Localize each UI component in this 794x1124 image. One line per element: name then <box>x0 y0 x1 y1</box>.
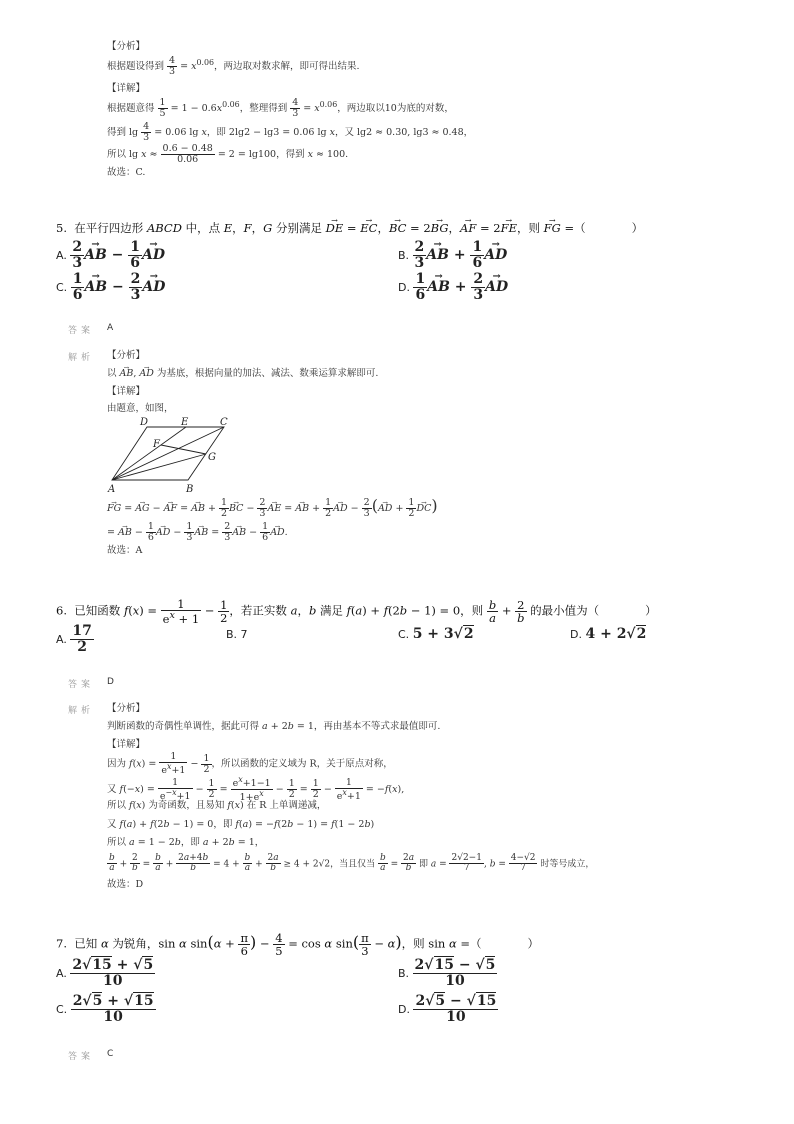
q6-line5: 所以 a = 1 − 2b，即 a + 2b = 1， <box>107 837 265 848</box>
q6-answer-label: 答案 <box>68 680 95 690</box>
q6-answer-value: D <box>107 677 114 687</box>
q6-explain-label: 解析 <box>68 706 95 716</box>
q5-answer-value: A <box>107 323 114 333</box>
q6-option-d: D. 4 + 2√2 <box>570 626 647 642</box>
q6-option-b: B. 7 <box>226 628 248 641</box>
q6-line4: 又 f(a) + f(2b − 1) = 0，即 f(a) = −f(2b − 1) = f(1 − 2b) <box>107 819 375 830</box>
label-e: E <box>181 417 189 428</box>
q4-analysis-text: 根据题设得到 $\frac{4}{3}$ = $x^{0.06}$，两边取对数求解，即可得出结果. <box>107 55 360 78</box>
q6-line3: 所以 f(x) 为奇函数，且易知 f(x) 在 R 上单调递减， <box>107 800 327 811</box>
q4-detail-line1: 根据题意得 $\frac{1}{5}$ = $1 - 0.6x^{0.06}$，整理得到 $\frac{4}{3}$ = $x^{0.06}$，两边取以10为底的对数， <box>107 97 454 120</box>
q5-choice: 故选：A <box>107 545 143 556</box>
q5-option-a: A. $\frac{2}{3}$ → AB − $\frac{1}{6}$ → AD <box>56 240 165 270</box>
q5-stem: 5. 在平行四边形 ABCD 中，点 E，F，G 分别满足 → DE = → EC，→ BC = 2→ BG，→ AF = 2→ FE，则 → FG =（ ） <box>56 220 643 236</box>
label-f: F <box>153 439 160 450</box>
q7-answer-value: C <box>107 1049 114 1059</box>
q6-line2: 又 f(−x) = $\frac{1}{e^{-x}+1}$ − $\frac{1}{2}$ = $\frac{e^x+1-1}{1+e^x}$ − $\frac{1}{2}$ = $\frac{1}{2}$ − $\frac{1}{e^x+1}$ = −f(x), <box>107 775 405 804</box>
segment-ae <box>112 427 186 480</box>
q6-line1: 因为 f(x) = $\frac{1}{e^x+1}$ − $\frac{1}{2}$ ，所以函数的定义域为 R，关于原点对称， <box>107 751 393 777</box>
q7-option-d: D. $\frac{2√5 - √15}{10}$ <box>398 993 497 1025</box>
q6-analysis-tag: 【分析】 <box>107 703 146 714</box>
q7-option-b: B. $\frac{2√15 - √5}{10}$ <box>398 957 496 989</box>
q7-stem: 7. 已知 α 为锐角，sin α sin(α + $\frac{\pi}{6}$ ) − $\frac{4}{5}$ = cos α sin( $\frac{\pi}{3}$ − α)，则 sin α =（ ） <box>56 931 540 959</box>
label-d: D <box>140 417 149 428</box>
q6-stem: 6. 已知函数 f(x) = $\frac{1}{e^x + 1}$ − $\frac{1}{2}$ ，若正实数 a，b 满足 f(a) + f(2b − 1) = 0，则 $\frac{b}{a}$ + $\frac{2}{b}$ 的最小值为（ ） <box>56 597 657 626</box>
q5-analysis-tag: 【分析】 <box>107 350 146 361</box>
q6-detail-tag: 【详解】 <box>107 739 146 750</box>
q5-detail-tag: 【详解】 <box>107 386 146 397</box>
label-b: B <box>186 484 194 495</box>
label-c: C <box>220 417 228 428</box>
q4-choice: 故选：C. <box>107 167 146 178</box>
q4-analysis-tag: 【分析】 <box>107 41 146 52</box>
q7-answer-label: 答案 <box>68 1052 95 1062</box>
q6-line6: $\frac{b}{a}$ + $\frac{2}{b}$ = $\frac{b}{a}$ + $\frac{2a+4b}{b}$ = 4 + $\frac{b}{a}$ + $\frac{2a}{b}$ ≥ 4 + 2√2，当且仅当 $\frac{b}{a}$ = $\frac{2a}{b}$ 即 a = $\frac{2√2-1}{7}$ , b = $\frac{4-√2}{7}$ 时等号成立， <box>109 853 595 874</box>
q5-answer-label: 答案 <box>68 326 95 336</box>
q5-option-b: B. $\frac{2}{3}$ → AB + $\frac{1}{6}$ → AD <box>398 240 507 270</box>
q7-option-a: A. $\frac{2√15 + √5}{10}$ <box>56 957 154 989</box>
q5-eq2: = → AB − $\frac{1}{6}$ → AD − $\frac{1}{3}$ → AB = $\frac{2}{3}$ → AB − $\frac{1}{6}$ → AD. <box>107 522 288 543</box>
q6-option-c: C. 5 + 3√2 <box>398 626 474 642</box>
q5-eq1: → FG = → AG − → AF = → AB + $\frac{1}{2}$ → BC − $\frac{2}{3}$ → AE = → AB + $\frac{1}{2}$ → AD − $\frac{2}{3}$ (→ AD + $\frac{1}{2}$ → DC) <box>107 498 438 519</box>
label-a: A <box>108 484 116 495</box>
q4-detail-line3: 所以 lg x ≈ $\frac{0.6 - 0.48}{0.06}$ = 2 = lg100，得到 x ≈ 100. <box>107 143 349 165</box>
label-g: G <box>208 452 216 463</box>
q5-detail-intro: 由题意，如图， <box>107 403 174 414</box>
parallelogram-figure <box>100 414 240 496</box>
q7-option-c: C. $\frac{2√5 + √15}{10}$ <box>56 993 154 1025</box>
q5-analysis-text: 以 → AB, → AD 为基底，根据向量的加法、减法、数乘运算求解即可. <box>107 367 378 381</box>
q4-detail-tag: 【详解】 <box>107 83 146 94</box>
q5-explain-label: 解析 <box>68 353 95 363</box>
q5-option-c: C. $\frac{1}{6}$ → AB − $\frac{2}{3}$ → AD <box>56 272 165 302</box>
q6-option-a: A. $\frac{17}{2}$ <box>56 623 92 655</box>
q6-analysis-text: 判断函数的奇偶性单调性，据此可得 a + 2b = 1，再由基本不等式求最值即可. <box>107 721 441 732</box>
q5-option-d: D. $\frac{1}{6}$ → AB + $\frac{2}{3}$ → AD <box>398 272 508 302</box>
q4-detail-line2: 得到 lg $\frac{4}{3}$ = 0.06 lg x，即 2lg2 − lg3 = 0.06 lg x，又 lg2 ≈ 0.30, lg3 ≈ 0.48， <box>107 121 474 143</box>
q6-choice: 故选：D <box>107 879 144 890</box>
